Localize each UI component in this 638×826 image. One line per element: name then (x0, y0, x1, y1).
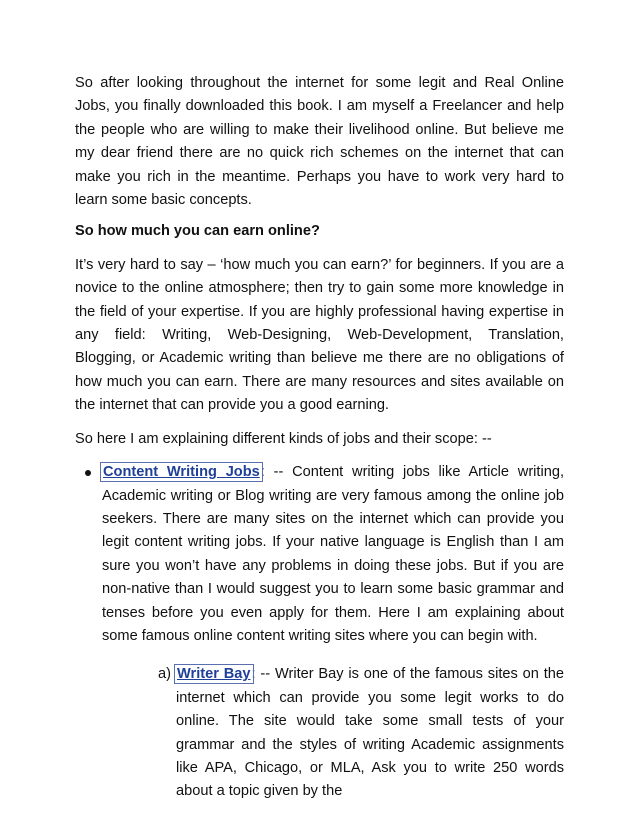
section-heading: So how much you can earn online? (75, 223, 320, 240)
writer-bay-paragraph (176, 663, 564, 803)
writer-bay-link[interactable]: Writer Bay (177, 666, 251, 683)
writer-bay-text: : -- Writer Bay is one of the famous sites on the internet which can provide you some legit works to do online. The site would take some small tests of your grammar and the styles of writing Academic assignments like APA, Chicago, or MLA, Ask you to write 250 words about a topic given by the (176, 666, 564, 800)
content-writing-paragraph (102, 461, 564, 648)
document-page (75, 72, 564, 804)
bullet-icon (85, 470, 91, 476)
intro-paragraph: So after looking throughout the internet for some legit and Real Online Jobs, you finally downloaded this book. I am myself a Freelancer and help the people who are willing to make their livelihood online. But believe me my dear friend there are no quick rich schemes on the internet that can make you rich in the meantime. Perhaps you have to work very hard to learn some basic concepts. (75, 75, 564, 209)
scope-intro-paragraph: So here I am explaining different kinds of jobs and their scope: -- (75, 430, 492, 447)
content-writing-text: : -- Content writing jobs like Article writing, Academic writing or Blog writing are very famous among the online job seekers. There are many sites on the internet which can provide you legit content writing jobs. If your native language is English than I am sure you won’t have any problems in doing these jobs. But if you are non-native than I would suggest you to learn some basic grammar and tenses before you even apply for them. Here I am explaining about some famous online content writing sites where you can begin with. (102, 464, 565, 644)
list-marker: a) (158, 666, 171, 683)
job-list (75, 461, 564, 804)
sub-item-writer-bay (102, 663, 564, 803)
list-item-content-writing (75, 461, 564, 804)
content-writing-jobs-link[interactable]: Content Writing Jobs (103, 464, 260, 481)
earn-paragraph: It’s very hard to say – ‘how much you can earn?’ for beginners. If you are a novice to the online atmosphere; then try to gain some more knowledge in the field of your expertise. If you are highly professional having expertise in any field: Writing, Web-Designing, Web-Development, Translation, Blogging, or Academic writing than believe me there are no obligations of how much you can earn. There are many resources and sites available on the internet that can provide you a good earning. (75, 256, 564, 414)
